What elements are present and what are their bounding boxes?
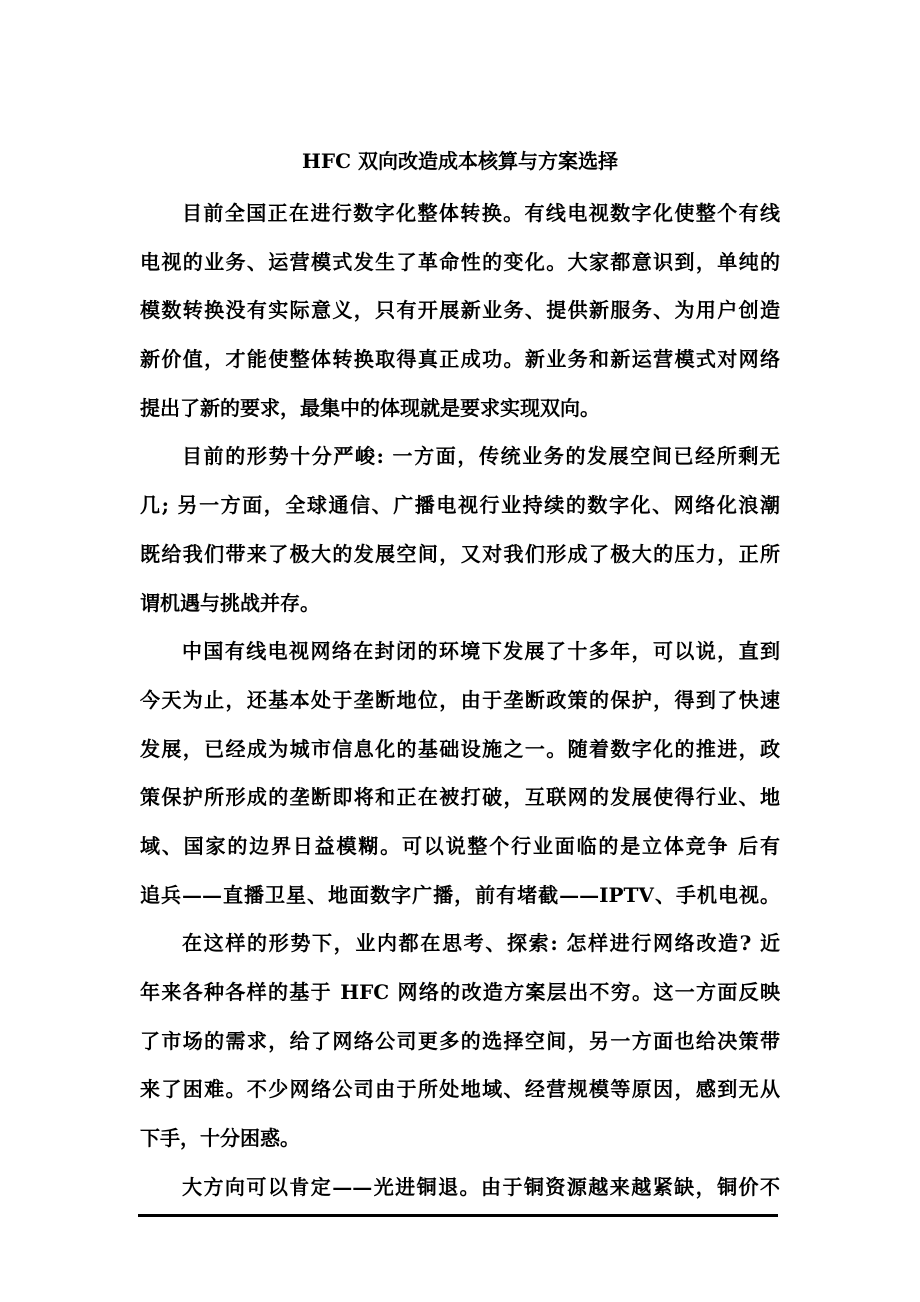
- paragraph-line: 今天为止，还基本处于垄断地位，由于垄断政策的保护，得到了快速: [140, 687, 780, 712]
- paragraph-line: 提出了新的要求，最集中的体现就是要求实现双向。: [140, 395, 600, 420]
- paragraph-line: 域、国家的边界日益模糊。可以说整个行业面临的是立体竞争 后有: [140, 833, 780, 858]
- paragraph-line: 策保护所形成的垄断即将和正在被打破，互联网的发展使得行业、地: [140, 785, 780, 810]
- paragraph-line: 大方向可以肯定——光进铜退。由于铜资源越来越紧缺，铜价不: [182, 1174, 780, 1199]
- footer-rule: [138, 1214, 778, 1217]
- document-body: [140, 198, 780, 1220]
- paragraph-line: 目前全国正在进行数字化整体转换。有线电视数字化使整个有线: [182, 201, 780, 225]
- paragraph-line: 谓机遇与挑战并存。: [140, 590, 320, 615]
- paragraph-line: 来了困难。不少网络公司由于所处地域、经营规模等原因，感到无从: [140, 1077, 780, 1102]
- paragraph-line: 目前的形势十分严峻: 一方面，传统业务的发展空间已经所剩无: [182, 444, 780, 469]
- paragraph-line: 既给我们带来了极大的发展空间，又对我们形成了极大的压力，正所: [140, 541, 780, 566]
- paragraph-line: 追兵——直播卫星、地面数字广播，前有堵截——IPTV、手机电视。: [140, 882, 780, 907]
- paragraph-line: 在这样的形势下，业内都在思考、探索: 怎样进行网络改造? 近: [182, 931, 780, 956]
- paragraph-line: 了市场的需求，给了网络公司更多的选择空间，另一方面也给决策带: [140, 1028, 780, 1053]
- paragraph-line: 几; 另一方面，全球通信、广播电视行业持续的数字化、网络化浪潮: [140, 493, 780, 518]
- paragraph-line: 新价值，才能使整体转换取得真正成功。新业务和新运营模式对网络: [140, 347, 780, 372]
- paragraph-line: 中国有线电视网络在封闭的环境下发展了十多年，可以说，直到: [182, 639, 780, 664]
- paragraph-line: 发展，已经成为城市信息化的基础设施之一。随着数字化的推进，政: [140, 736, 780, 761]
- paragraph-line: 电视的业务、运营模式发生了革命性的变化。大家都意识到，单纯的: [140, 249, 780, 274]
- paragraph-line: 年来各种各样的基于 HFC 网络的改造方案层出不穷。这一方面反映: [140, 980, 780, 1004]
- document-title: HFC 双向改造成本核算与方案选择: [302, 149, 618, 173]
- paragraph-line: 模数转换没有实际意义，只有开展新业务、提供新服务、为用户创造: [140, 298, 780, 323]
- paragraph-line: 下手，十分困惑。: [140, 1126, 300, 1151]
